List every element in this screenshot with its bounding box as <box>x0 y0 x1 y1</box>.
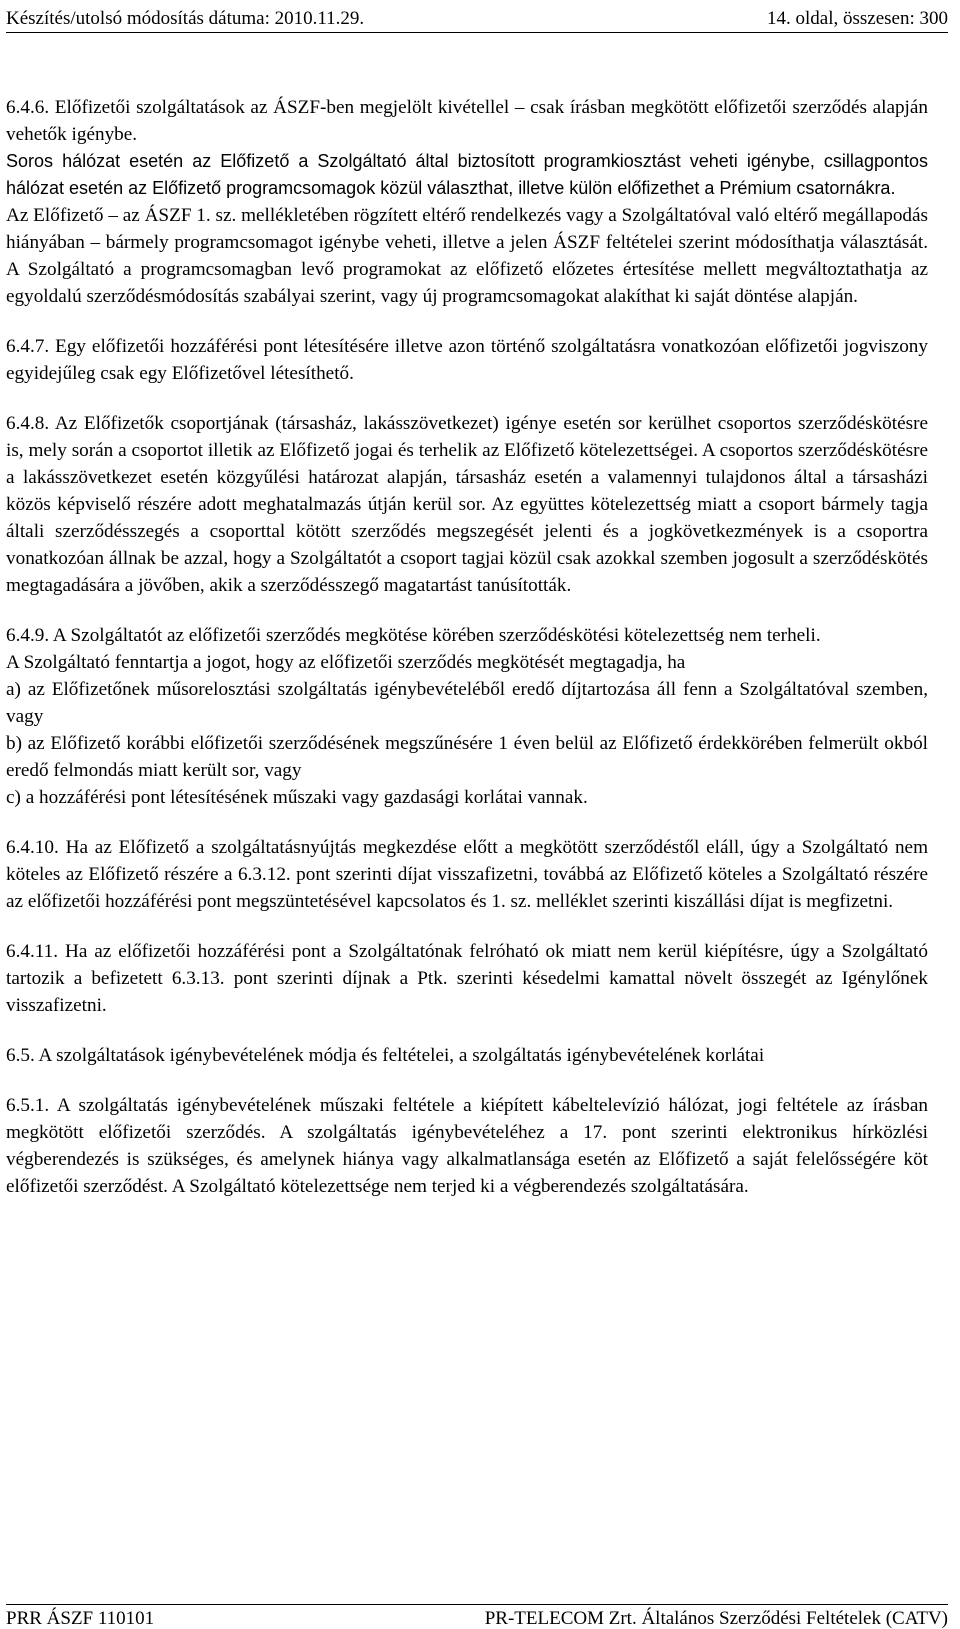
footer-document-title: PR-TELECOM Zrt. Általános Szerződési Feltételek (CATV) <box>484 1608 948 1629</box>
paragraph: A Szolgáltató fenntartja a jogot, hogy az előfizetői szerződés megkötését megtagadja, ha <box>6 652 686 673</box>
section-6-4-10 <box>6 834 928 915</box>
section-6-4-9 <box>6 622 928 811</box>
list-item-c: c) a hozzáférési pont létesítésének műszaki vagy gazdasági korlátai vannak. <box>6 787 588 808</box>
section-6-4-6 <box>6 94 928 310</box>
section-6-4-7 <box>6 333 928 387</box>
list-item-a: a) az Előfizetőnek műsorelosztási szolgáltatás igénybevételéből eredő díjtartozása áll fenn a Szolgáltatóval szemben, vagy <box>6 679 928 727</box>
paragraph: Soros hálózat esetén az Előfizető a Szolgáltató által biztosított programkiosztást veheti igénybe, csillagpontos hálózat esetén az Előfizető programcsomagok közül választhat, illetve külön előfizethet a Prémium csatornákra. <box>6 151 928 198</box>
footer-document-code: PRR ÁSZF 110101 <box>6 1608 155 1629</box>
paragraph: Az Előfizető – az ÁSZF 1. sz. mellékletében rögzített eltérő rendelkezés vagy a Szolgáltatóval való eltérő megállapodás hiányában – bármely programcsomagot igénybe veheti, illetve a jelen ÁSZF feltételei szerint módosíthatja választását. A Szolgáltató a programcsomagban levő programokat az előfizető előzetes értesítése mellett megváltoztathatja az egyoldalú szerződésmódosítás szabályai szerint, vagy új programcsomagokat alakíthat ki saját döntése alapján. <box>6 205 928 307</box>
paragraph: 6.5.1. A szolgáltatás igénybevételének műszaki feltétele a kiépített kábeltelevízió hálózat, jogi feltétele az írásban megkötött előfizetői szerződés. A szolgáltatás igénybevételéhez a 17. pont szerinti elektronikus hírközlési végberendezés is szükséges, és amelynek hiánya vagy alkalmatlansága esetén az Előfizető a saját felelősségére köt előfizetői szerződést. A Szolgáltató kötelezettsége nem terjed ki a végberendezés szolgáltatására. <box>6 1095 928 1197</box>
paragraph: 6.4.7. Egy előfizetői hozzáférési pont létesítésére illetve azon történő szolgáltatásra vonatkozóan előfizetői jogviszony egyidejűleg csak egy Előfizetővel létesíthető. <box>6 336 928 384</box>
section-heading: 6.5. A szolgáltatások igénybevételének módja és feltételei, a szolgáltatás igénybevételének korlátai <box>6 1045 765 1066</box>
header-date: Készítés/utolsó módosítás dátuma: 2010.11.29. <box>6 8 365 29</box>
page-footer <box>6 1604 948 1629</box>
paragraph: 6.4.8. Az Előfizetők csoportjának (társasház, lakásszövetkezet) igénye esetén sor kerülhet csoportos szerződéskötésre is, mely során a csoportot illetik az Előfizető jogai és terhelik az Előfizető kötelezettségei. A csoportos szerződéskötésre a lakásszövetkezet esetén közgyűlési határozat alapján, társasház esetén a valamennyi tulajdonos által a társasházi közös képviselő részére adott meghatalmazás útján kerül sor. Az együttes kötelezettség miatt a csoport bármely tagja általi szerződésszegés a csoporttal kötött szerződés megszegését jelenti és a jogkövetkezmények is a csoportra vonatkozóan állnak be azzal, hogy a Szolgáltatót a csoport tagjai közül csak azokkal szemben jogosult a szerződéskötés megtagadására a jövőben, akik a szerződésszegő magatartást tanúsították. <box>6 413 928 596</box>
document-body <box>6 94 928 1223</box>
list-item-b: b) az Előfizető korábbi előfizetői szerződésének megszűnésére 1 éven belül az Előfizető érdekkörében felmerült okból eredő felmondás miatt került sor, vagy <box>6 733 928 781</box>
header-page-number: 14. oldal, összesen: 300 <box>766 8 948 29</box>
section-6-5-heading <box>6 1042 928 1069</box>
section-6-4-11 <box>6 938 928 1019</box>
section-6-5-1 <box>6 1092 928 1200</box>
paragraph: 6.4.9. A Szolgáltatót az előfizetői szerződés megkötése körében szerződéskötési kötelezettség nem terheli. <box>6 625 821 646</box>
page-header <box>6 6 948 33</box>
section-6-4-8 <box>6 410 928 599</box>
paragraph: 6.4.6. Előfizetői szolgáltatások az ÁSZF-ben megjelölt kivétellel – csak írásban megkötött előfizetői szerződés alapján vehetők igénybe. <box>6 97 928 145</box>
paragraph: 6.4.10. Ha az Előfizető a szolgáltatásnyújtás megkezdése előtt a megkötött szerződéstől eláll, úgy a Szolgáltató nem köteles az Előfizető részére a 6.3.12. pont szerinti díjat visszafizetni, továbbá az Előfizető köteles a Szolgáltató részére az előfizetői hozzáférési pont megszüntetésével kapcsolatos és 1. sz. melléklet szerinti kiszállási díjat is megfizetni. <box>6 837 928 912</box>
paragraph: 6.4.11. Ha az előfizetői hozzáférési pont a Szolgáltatónak felróható ok miatt nem kerül kiépítésre, úgy a Szolgáltató tartozik a befizetett 6.3.13. pont szerinti díjnak a Ptk. szerinti késedelmi kamattal növelt összegét az Igénylőnek visszafizetni. <box>6 941 928 1016</box>
